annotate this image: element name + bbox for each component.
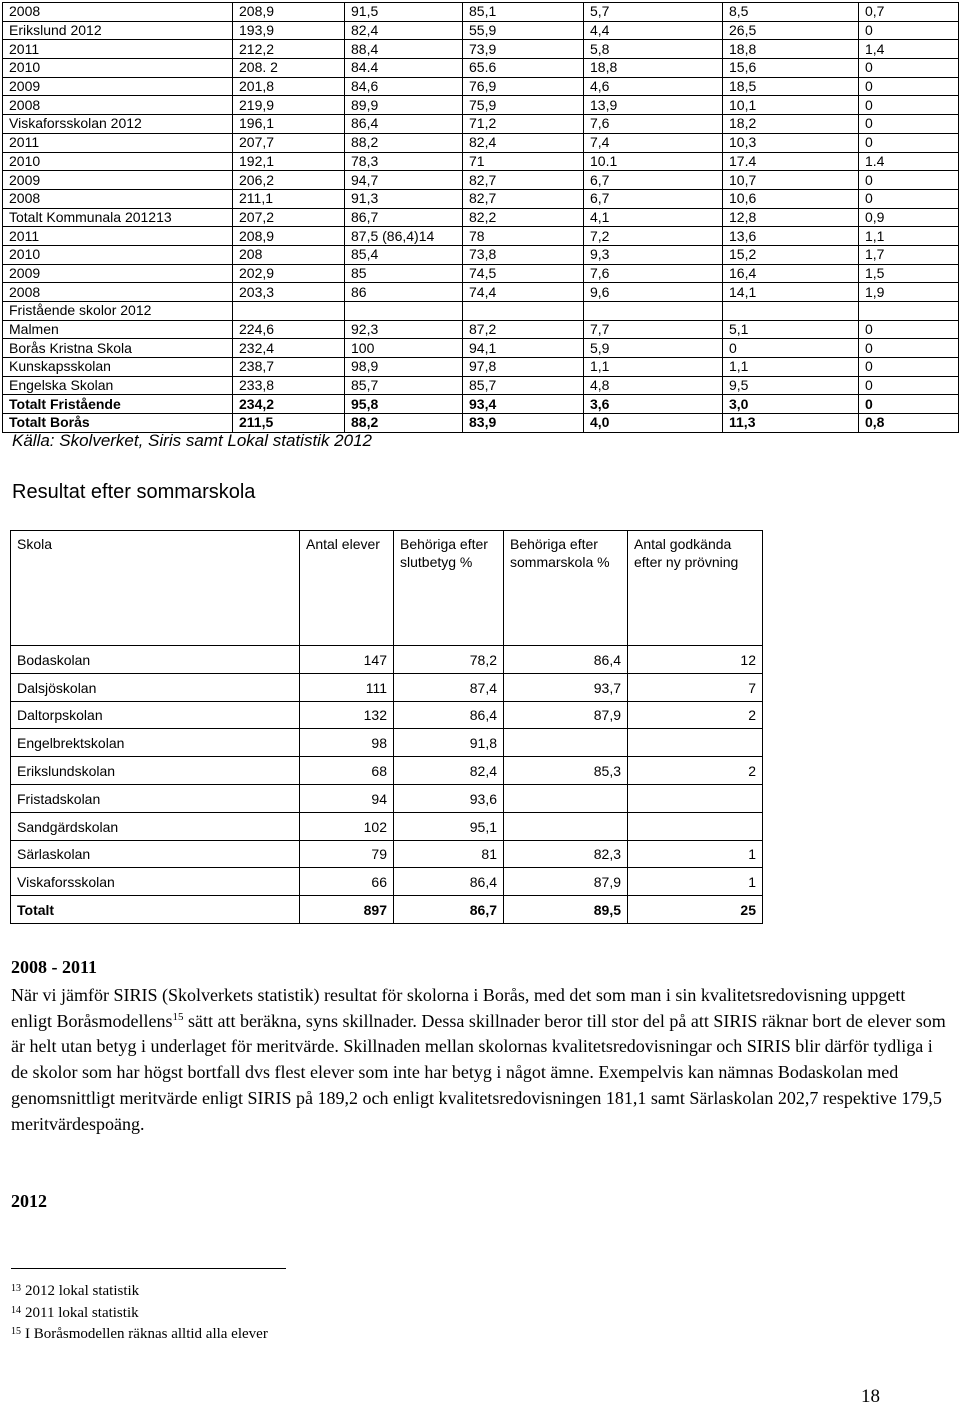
table-cell: 85,1 [463, 3, 584, 22]
table-cell: 4,8 [584, 376, 723, 395]
table-row [3, 320, 959, 339]
table-cell: 81 [394, 840, 504, 868]
footnote-separator [11, 1268, 286, 1269]
footnote [11, 1324, 268, 1346]
table-cell: 98 [300, 729, 394, 757]
table-cell: 18,8 [584, 59, 723, 78]
table-cell: 89,5 [504, 896, 628, 924]
footnote-text: I Boråsmodellen räknas alltid alla elever [25, 1326, 268, 1342]
footnote-reference[interactable]: 15 [172, 1010, 184, 1023]
table-row [3, 395, 959, 414]
table-row [3, 414, 959, 433]
table-cell: 208. 2 [233, 59, 345, 78]
column-header: Behöriga efter slutbetyg % [394, 531, 504, 646]
table-cell: Borås Kristna Skola [3, 339, 233, 358]
section-heading-year: 2012 [11, 1191, 47, 1211]
table-cell: 65.6 [463, 59, 584, 78]
table-row [11, 646, 763, 674]
table-cell: 82,4 [463, 133, 584, 152]
table-cell: 16,4 [723, 264, 859, 283]
table-cell: 82,4 [394, 757, 504, 785]
table-cell: 233,8 [233, 376, 345, 395]
table-cell: 25 [628, 896, 763, 924]
footnote-text: 2011 lokal statistik [25, 1304, 139, 1321]
footnote-number: 15 [11, 1326, 21, 1337]
table-cell: 196,1 [233, 115, 345, 134]
table-cell: 9,6 [584, 283, 723, 302]
table-cell: Bodaskolan [11, 646, 300, 674]
table-cell: 234,2 [233, 395, 345, 414]
table-cell: 85,7 [463, 376, 584, 395]
footnote-text: 2012 lokal statistik [25, 1283, 140, 1299]
table-cell: 94,1 [463, 339, 584, 358]
table-cell: Kunskapsskolan [3, 358, 233, 377]
table-cell: 15,2 [723, 245, 859, 264]
table-cell: 192,1 [233, 152, 345, 171]
table-cell: 5,7 [584, 3, 723, 22]
table-cell: 88,2 [345, 133, 463, 152]
table-cell: 18,2 [723, 115, 859, 134]
table-cell: 91,5 [345, 3, 463, 22]
table-cell: 95,1 [394, 812, 504, 840]
table-cell: 7 [628, 673, 763, 701]
table-cell: 2010 [3, 59, 233, 78]
table-cell: 10,6 [723, 189, 859, 208]
table-cell: 2008 [3, 283, 233, 302]
table-cell: Särlaskolan [11, 840, 300, 868]
table-cell: 89,9 [345, 96, 463, 115]
table-row [3, 339, 959, 358]
table-cell [504, 784, 628, 812]
table-cell: 2009 [3, 171, 233, 190]
table-cell: 2010 [3, 152, 233, 171]
table-row [3, 264, 959, 283]
table-row [3, 115, 959, 134]
table-cell: 6,7 [584, 171, 723, 190]
summer-school-heading: Resultat efter sommarskola [12, 481, 256, 503]
table-cell: 206,2 [233, 171, 345, 190]
table-cell: 86,4 [394, 701, 504, 729]
table-cell: 74,4 [463, 283, 584, 302]
table-row [3, 189, 959, 208]
table-cell: 100 [345, 339, 463, 358]
table-cell: 1,7 [859, 245, 959, 264]
table-cell: 5,9 [584, 339, 723, 358]
table-cell: 0 [859, 320, 959, 339]
table-row [3, 245, 959, 264]
body-paragraph [11, 983, 946, 1137]
table-cell: 211,5 [233, 414, 345, 433]
table-cell: 97,8 [463, 358, 584, 377]
table-cell: 2008 [3, 96, 233, 115]
table-cell: 2011 [3, 227, 233, 246]
table-cell: 87,4 [394, 673, 504, 701]
table-cell: 201,8 [233, 77, 345, 96]
table-cell: 193,9 [233, 21, 345, 40]
table-cell: 4,1 [584, 208, 723, 227]
table-cell: 86,7 [345, 208, 463, 227]
table-cell [584, 302, 723, 321]
footnotes [11, 1281, 268, 1346]
table-cell: Fristående skolor 2012 [3, 302, 233, 321]
table-cell: 85 [345, 264, 463, 283]
table-row [11, 701, 763, 729]
table-cell: 0 [859, 59, 959, 78]
table-cell: Engelbrektskolan [11, 729, 300, 757]
table-cell: 3,6 [584, 395, 723, 414]
table-cell: 1,5 [859, 264, 959, 283]
table-cell: 7,6 [584, 264, 723, 283]
table-cell: 2011 [3, 40, 233, 59]
table-row [11, 812, 763, 840]
table-cell: 88,4 [345, 40, 463, 59]
table-cell: Totalt Kommunala 201213 [3, 208, 233, 227]
column-header: Skola [11, 531, 300, 646]
table-cell: 0 [723, 339, 859, 358]
table-cell: 73,9 [463, 40, 584, 59]
table-row [11, 784, 763, 812]
table-cell: 207,7 [233, 133, 345, 152]
table-cell: 238,7 [233, 358, 345, 377]
table-row [11, 896, 763, 924]
table-cell: 86,7 [394, 896, 504, 924]
table-cell: 208,9 [233, 3, 345, 22]
table-row [3, 133, 959, 152]
table-row [3, 376, 959, 395]
table-cell: 18,5 [723, 77, 859, 96]
table-cell: 87,9 [504, 701, 628, 729]
table-row [11, 757, 763, 785]
table-cell: 1.4 [859, 152, 959, 171]
body-text-part: När vi jämför SIRIS (Skolverkets statistik) resultat för skolorna i Borås, med det som man i sin kvalitetsredovisning uppgett enligt Boråsmodellens [11, 985, 906, 1031]
table-cell: 94 [300, 784, 394, 812]
table-cell [504, 729, 628, 757]
table-cell: 82,7 [463, 189, 584, 208]
table-cell: 86,4 [394, 868, 504, 896]
table-cell: Totalt Borås [3, 414, 233, 433]
table-cell: 0 [859, 358, 959, 377]
table-cell: 0 [859, 171, 959, 190]
table-row [3, 208, 959, 227]
table-row [3, 283, 959, 302]
table-cell: 55,9 [463, 21, 584, 40]
table-cell: 68 [300, 757, 394, 785]
table-cell: 10,3 [723, 133, 859, 152]
section-heading-period: 2008 - 2011 [11, 957, 98, 977]
table-cell: 7,4 [584, 133, 723, 152]
table-cell: Malmen [3, 320, 233, 339]
table-cell: 87,2 [463, 320, 584, 339]
table-cell: 3,0 [723, 395, 859, 414]
table-cell [628, 812, 763, 840]
table-cell: 1 [628, 840, 763, 868]
table-cell: 202,9 [233, 264, 345, 283]
table-cell: 1,1 [584, 358, 723, 377]
table-cell: 0,8 [859, 414, 959, 433]
table-cell: 0 [859, 395, 959, 414]
results-table [2, 2, 959, 433]
table-cell: 2011 [3, 133, 233, 152]
table-cell: 10,7 [723, 171, 859, 190]
table-cell: 85,7 [345, 376, 463, 395]
table-row [11, 868, 763, 896]
table-cell: 12 [628, 646, 763, 674]
table-cell: Totalt [11, 896, 300, 924]
table-cell: Engelska Skolan [3, 376, 233, 395]
table-cell: 73,8 [463, 245, 584, 264]
table-cell: 1,1 [859, 227, 959, 246]
table-cell: Dalsjöskolan [11, 673, 300, 701]
column-header: Antal elever [300, 531, 394, 646]
table-cell: 7,2 [584, 227, 723, 246]
table-cell: 1,4 [859, 40, 959, 59]
column-header: Behöriga efter sommarskola % [504, 531, 628, 646]
table-cell: 17.4 [723, 152, 859, 171]
table-cell: 208 [233, 245, 345, 264]
table-cell: 1 [628, 868, 763, 896]
table-cell: 15,6 [723, 59, 859, 78]
table-cell: 12,8 [723, 208, 859, 227]
table-cell: 76,9 [463, 77, 584, 96]
table-cell: 2 [628, 701, 763, 729]
source-note: Källa: Skolverket, Siris samt Lokal statistik 2012 [12, 431, 372, 450]
table-cell: 88,2 [345, 414, 463, 433]
table-cell [723, 302, 859, 321]
table-cell: 0 [859, 189, 959, 208]
table-cell: 0 [859, 21, 959, 40]
table-cell: 93,7 [504, 673, 628, 701]
table-cell [859, 302, 959, 321]
table-cell [504, 812, 628, 840]
table-cell: Fristadskolan [11, 784, 300, 812]
table-cell: 82,3 [504, 840, 628, 868]
table-cell: 1,1 [723, 358, 859, 377]
table-cell [628, 729, 763, 757]
table-row [3, 152, 959, 171]
body-text-part: sätt att beräkna, syns skillnader. Dessa skillnader beror till stor del på att SIRIS räknar bort de elever som är helt utan betyg i underlaget för meritvärde. Skillnaden mellan skolornas kvalitetsredovisningar och SIRIS blir därför tydliga i de skolor som har högst bortfall dvs flest elever som inte har betyg i något ämne. Exempelvis kan nämnas Bodaskolan med genomsnittligt meritvärde enligt SIRIS på 189,2 och enligt kvalitetsredovisningen 181,1 samt Särlaskolan 202,7 respektive 179,5 meritvärdespoäng. [11, 1010, 946, 1134]
table-cell: 0,9 [859, 208, 959, 227]
table-cell: 7,6 [584, 115, 723, 134]
table-cell: 1,9 [859, 283, 959, 302]
table-cell: 11,3 [723, 414, 859, 433]
table-cell: 0 [859, 133, 959, 152]
table-cell: 94,7 [345, 171, 463, 190]
table-cell: 212,2 [233, 40, 345, 59]
table-cell: 2 [628, 757, 763, 785]
table-cell: 82,4 [345, 21, 463, 40]
table-cell: 98,9 [345, 358, 463, 377]
table-cell: 0 [859, 376, 959, 395]
table-cell: 84,6 [345, 77, 463, 96]
table-row [11, 673, 763, 701]
table-cell: 10,1 [723, 96, 859, 115]
table-cell: 13,6 [723, 227, 859, 246]
summer-school-table [10, 530, 763, 924]
table-cell [463, 302, 584, 321]
table-cell: Viskaforsskolan [11, 868, 300, 896]
table-cell: 2008 [3, 189, 233, 208]
table-cell: 91,3 [345, 189, 463, 208]
table-cell: 7,7 [584, 320, 723, 339]
table-cell: 86,4 [345, 115, 463, 134]
table-cell: 132 [300, 701, 394, 729]
table-cell: 74,5 [463, 264, 584, 283]
footnote-number: 14 [11, 1304, 21, 1316]
table-cell: 8,5 [723, 3, 859, 22]
table-cell: 91,8 [394, 729, 504, 757]
table-cell: 207,2 [233, 208, 345, 227]
table-row [3, 358, 959, 377]
table-row [3, 171, 959, 190]
table-cell: 18,8 [723, 40, 859, 59]
table-cell: 102 [300, 812, 394, 840]
table-cell: 71,2 [463, 115, 584, 134]
table-cell: 9,3 [584, 245, 723, 264]
table-cell: 82,2 [463, 208, 584, 227]
table-cell: 66 [300, 868, 394, 896]
table-cell: 5,8 [584, 40, 723, 59]
table-cell: 0 [859, 77, 959, 96]
table-cell: 78 [463, 227, 584, 246]
table-row [11, 840, 763, 868]
table-cell: 4,0 [584, 414, 723, 433]
table-cell: Erikslund 2012 [3, 21, 233, 40]
table-cell: 111 [300, 673, 394, 701]
table-cell: 6,7 [584, 189, 723, 208]
table-cell: 0 [859, 96, 959, 115]
table-cell: 5,1 [723, 320, 859, 339]
table-cell: 93,4 [463, 395, 584, 414]
table-cell: 2009 [3, 77, 233, 96]
table-cell: 84.4 [345, 59, 463, 78]
table-cell: 83,9 [463, 414, 584, 433]
table-row [11, 729, 763, 757]
table-cell: 0 [859, 115, 959, 134]
table-cell: 95,8 [345, 395, 463, 414]
table-cell: 2008 [3, 3, 233, 22]
table-cell: 10.1 [584, 152, 723, 171]
table-cell: Totalt Fristående [3, 395, 233, 414]
column-header: Antal godkända efter ny prövning [628, 531, 763, 646]
table-row [3, 21, 959, 40]
table-cell: 2009 [3, 264, 233, 283]
table-cell: 4,6 [584, 77, 723, 96]
table-row [3, 77, 959, 96]
table-cell: 92,3 [345, 320, 463, 339]
table-row [3, 302, 959, 321]
footnote [11, 1281, 268, 1303]
table-cell: 0,7 [859, 3, 959, 22]
table-cell: 232,4 [233, 339, 345, 358]
table-row [3, 59, 959, 78]
table-cell: 87,5 (86,4)14 [345, 227, 463, 246]
footnote-number: 13 [11, 1283, 21, 1294]
table-cell: 0 [859, 339, 959, 358]
table-cell: 79 [300, 840, 394, 868]
table-cell: 78,3 [345, 152, 463, 171]
page-number: 18 [861, 1386, 880, 1407]
table-cell: 78,2 [394, 646, 504, 674]
table-cell: 85,3 [504, 757, 628, 785]
table-cell: 224,6 [233, 320, 345, 339]
table-cell: 87,9 [504, 868, 628, 896]
footnote [11, 1303, 268, 1325]
table-cell: 208,9 [233, 227, 345, 246]
table-cell [233, 302, 345, 321]
table-cell: 147 [300, 646, 394, 674]
table-row [3, 40, 959, 59]
table-cell: 13,9 [584, 96, 723, 115]
table-cell: Daltorpskolan [11, 701, 300, 729]
table-cell: Erikslundskolan [11, 757, 300, 785]
table-cell: 82,7 [463, 171, 584, 190]
table-cell: Viskaforsskolan 2012 [3, 115, 233, 134]
table-header-row [11, 531, 763, 646]
table-cell: 203,3 [233, 283, 345, 302]
table-cell: 14,1 [723, 283, 859, 302]
table-cell: 86 [345, 283, 463, 302]
table-cell: 897 [300, 896, 394, 924]
table-row [3, 96, 959, 115]
table-cell: 9,5 [723, 376, 859, 395]
table-cell: 2010 [3, 245, 233, 264]
table-cell: 219,9 [233, 96, 345, 115]
table-cell [628, 784, 763, 812]
table-cell [345, 302, 463, 321]
table-row [3, 227, 959, 246]
table-cell: 71 [463, 152, 584, 171]
table-cell: 85,4 [345, 245, 463, 264]
table-cell: 86,4 [504, 646, 628, 674]
table-cell: 75,9 [463, 96, 584, 115]
table-cell: Sandgärdskolan [11, 812, 300, 840]
table-cell: 4,4 [584, 21, 723, 40]
table-cell: 26,5 [723, 21, 859, 40]
table-row [3, 3, 959, 22]
table-cell: 93,6 [394, 784, 504, 812]
table-cell: 211,1 [233, 189, 345, 208]
